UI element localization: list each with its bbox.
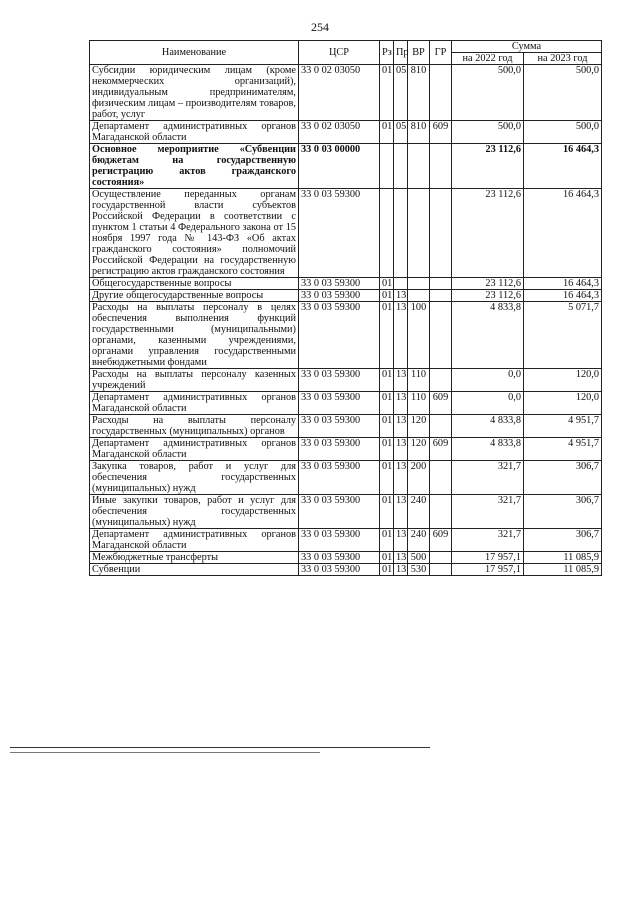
table-row — [90, 552, 602, 564]
row-pr: 13 — [394, 438, 408, 461]
row-gr — [430, 415, 452, 438]
row-csr: 33 0 03 59300 — [299, 529, 380, 552]
row-pr: 05 — [394, 121, 408, 144]
row-sum-2023: 11 085,9 — [524, 552, 602, 564]
row-sum-2023: 16 464,3 — [524, 278, 602, 290]
row-vr: 110 — [408, 369, 430, 392]
row-name: Общегосударственные вопросы — [90, 278, 299, 290]
row-vr: 120 — [408, 415, 430, 438]
row-sum-2022: 500,0 — [452, 65, 524, 121]
row-vr: 100 — [408, 302, 430, 369]
table-row — [90, 189, 602, 278]
row-csr: 33 0 03 59300 — [299, 189, 380, 278]
row-name: Субвенции — [90, 564, 299, 576]
row-pr: 13 — [394, 290, 408, 302]
row-sum-2023: 16 464,3 — [524, 290, 602, 302]
row-sum-2023: 4 951,7 — [524, 438, 602, 461]
row-sum-2022: 4 833,8 — [452, 415, 524, 438]
row-gr: 609 — [430, 121, 452, 144]
row-vr — [408, 290, 430, 302]
row-name: Другие общегосударственные вопросы — [90, 290, 299, 302]
row-pr: 13 — [394, 564, 408, 576]
row-vr: 500 — [408, 552, 430, 564]
row-csr: 33 0 03 59300 — [299, 415, 380, 438]
row-rz: 01 — [380, 552, 394, 564]
table-row — [90, 369, 602, 392]
row-vr: 240 — [408, 495, 430, 529]
row-csr: 33 0 03 59300 — [299, 302, 380, 369]
row-vr — [408, 278, 430, 290]
row-csr: 33 0 03 59300 — [299, 552, 380, 564]
table-row — [90, 144, 602, 189]
row-pr: 13 — [394, 415, 408, 438]
row-csr: 33 0 03 59300 — [299, 495, 380, 529]
row-pr — [394, 189, 408, 278]
table-row — [90, 290, 602, 302]
row-sum-2022: 4 833,8 — [452, 302, 524, 369]
table-row — [90, 302, 602, 369]
row-name: Межбюджетные трансферты — [90, 552, 299, 564]
row-csr: 33 0 03 59300 — [299, 564, 380, 576]
table-row — [90, 278, 602, 290]
header-year-2023: на 2023 год — [524, 53, 602, 65]
row-rz: 01 — [380, 461, 394, 495]
row-pr: 13 — [394, 369, 408, 392]
row-name: Субсидии юридическим лицам (кроме некоммерческих организаций), индивидуальным предпринимателям, физическим лицам – производителям товаров, работ, услуг — [90, 65, 299, 121]
row-name: Департамент административных органов Магаданской области — [90, 121, 299, 144]
row-csr: 33 0 03 59300 — [299, 369, 380, 392]
row-pr — [394, 144, 408, 189]
row-gr: 609 — [430, 529, 452, 552]
row-name: Департамент административных органов Магаданской области — [90, 438, 299, 461]
row-rz: 01 — [380, 415, 394, 438]
row-sum-2022: 0,0 — [452, 392, 524, 415]
row-rz — [380, 144, 394, 189]
table-row — [90, 495, 602, 529]
row-sum-2022: 23 112,6 — [452, 278, 524, 290]
row-sum-2022: 500,0 — [452, 121, 524, 144]
row-name: Департамент административных органов Магаданской области — [90, 392, 299, 415]
row-sum-2022: 321,7 — [452, 529, 524, 552]
table-row — [90, 121, 602, 144]
row-name: Осуществление переданных органам государственной власти субъектов Российской Федерации в соответствии с пунктом 1 статьи 4 Федерального закона от 15 ноября 1997 года № 143-ФЗ «Об актах гражданского состояния» полномочий Российской Федерации на государственную регистрацию актов гражданского состояния — [90, 189, 299, 278]
row-sum-2023: 5 071,7 — [524, 302, 602, 369]
table-row — [90, 564, 602, 576]
row-gr — [430, 369, 452, 392]
row-vr — [408, 189, 430, 278]
row-sum-2022: 23 112,6 — [452, 189, 524, 278]
row-vr: 240 — [408, 529, 430, 552]
row-vr: 200 — [408, 461, 430, 495]
row-gr: 609 — [430, 438, 452, 461]
row-vr: 810 — [408, 121, 430, 144]
row-rz: 01 — [380, 278, 394, 290]
row-sum-2023: 500,0 — [524, 65, 602, 121]
row-rz: 01 — [380, 438, 394, 461]
row-name: Расходы на выплаты персоналу казенных учреждений — [90, 369, 299, 392]
row-gr — [430, 302, 452, 369]
row-csr: 33 0 03 59300 — [299, 392, 380, 415]
row-sum-2022: 4 833,8 — [452, 438, 524, 461]
row-gr — [430, 144, 452, 189]
header-name: Наименование — [90, 41, 299, 65]
table-row — [90, 461, 602, 495]
row-rz: 01 — [380, 65, 394, 121]
table-row — [90, 392, 602, 415]
budget-table — [89, 40, 602, 576]
row-vr: 810 — [408, 65, 430, 121]
row-rz: 01 — [380, 302, 394, 369]
row-sum-2022: 0,0 — [452, 369, 524, 392]
row-pr: 13 — [394, 529, 408, 552]
header-csr: ЦСР — [299, 41, 380, 65]
row-rz: 01 — [380, 121, 394, 144]
row-sum-2023: 4 951,7 — [524, 415, 602, 438]
row-pr — [394, 278, 408, 290]
row-pr: 13 — [394, 461, 408, 495]
row-name: Закупка товаров, работ и услуг для обеспечения государственных (муниципальных) нужд — [90, 461, 299, 495]
row-csr: 33 0 03 59300 — [299, 278, 380, 290]
row-pr: 13 — [394, 392, 408, 415]
row-vr: 120 — [408, 438, 430, 461]
table-row — [90, 529, 602, 552]
row-csr: 33 0 03 59300 — [299, 461, 380, 495]
row-sum-2023: 16 464,3 — [524, 189, 602, 278]
row-sum-2023: 120,0 — [524, 392, 602, 415]
row-name: Департамент административных органов Магаданской области — [90, 529, 299, 552]
row-vr — [408, 144, 430, 189]
row-rz: 01 — [380, 495, 394, 529]
row-gr — [430, 495, 452, 529]
footer-divider-secondary — [10, 752, 320, 753]
page-number: 254 — [311, 20, 329, 34]
table-header-row — [90, 41, 602, 53]
row-csr: 33 0 02 03050 — [299, 65, 380, 121]
row-sum-2022: 23 112,6 — [452, 144, 524, 189]
header-sum: Сумма — [452, 41, 602, 53]
row-sum-2022: 321,7 — [452, 495, 524, 529]
row-sum-2023: 306,7 — [524, 495, 602, 529]
row-sum-2023: 11 085,9 — [524, 564, 602, 576]
row-name: Иные закупки товаров, работ и услуг для обеспечения государственных (муниципальных) нужд — [90, 495, 299, 529]
row-vr: 110 — [408, 392, 430, 415]
row-sum-2022: 17 957,1 — [452, 552, 524, 564]
table-row — [90, 438, 602, 461]
table-row — [90, 65, 602, 121]
table-body — [90, 65, 602, 576]
row-sum-2023: 120,0 — [524, 369, 602, 392]
row-name: Основное мероприятие «Субвенции бюджетам на государственную регистрацию актов гражданского состояния» — [90, 144, 299, 189]
row-gr — [430, 564, 452, 576]
row-gr — [430, 290, 452, 302]
row-sum-2022: 321,7 — [452, 461, 524, 495]
row-rz: 01 — [380, 564, 394, 576]
header-gr: ГР — [430, 41, 452, 65]
row-rz: 01 — [380, 290, 394, 302]
row-pr: 05 — [394, 65, 408, 121]
row-pr: 13 — [394, 495, 408, 529]
row-vr: 530 — [408, 564, 430, 576]
row-csr: 33 0 02 03050 — [299, 121, 380, 144]
row-gr — [430, 189, 452, 278]
header-vr: ВР — [408, 41, 430, 65]
row-sum-2023: 16 464,3 — [524, 144, 602, 189]
row-rz: 01 — [380, 529, 394, 552]
row-sum-2022: 17 957,1 — [452, 564, 524, 576]
row-csr: 33 0 03 00000 — [299, 144, 380, 189]
row-gr — [430, 278, 452, 290]
row-gr — [430, 552, 452, 564]
row-pr: 13 — [394, 552, 408, 564]
row-gr — [430, 461, 452, 495]
row-sum-2023: 306,7 — [524, 461, 602, 495]
row-sum-2023: 306,7 — [524, 529, 602, 552]
row-rz: 01 — [380, 392, 394, 415]
row-name: Расходы на выплаты персоналу в целях обеспечения выполнения функций государственными (муниципальными) органами, казенными учреждениями, органами управления государственными внебюджетными фондами — [90, 302, 299, 369]
row-sum-2022: 23 112,6 — [452, 290, 524, 302]
header-rz: Рз — [380, 41, 394, 65]
row-csr: 33 0 03 59300 — [299, 290, 380, 302]
row-gr — [430, 65, 452, 121]
row-sum-2023: 500,0 — [524, 121, 602, 144]
footer-divider — [10, 747, 430, 748]
row-csr: 33 0 03 59300 — [299, 438, 380, 461]
row-gr: 609 — [430, 392, 452, 415]
table-row — [90, 415, 602, 438]
row-rz — [380, 189, 394, 278]
row-rz: 01 — [380, 369, 394, 392]
header-year-2022: на 2022 год — [452, 53, 524, 65]
row-name: Расходы на выплаты персоналу государственных (муниципальных) органов — [90, 415, 299, 438]
header-pr: Пр — [394, 41, 408, 65]
row-pr: 13 — [394, 302, 408, 369]
